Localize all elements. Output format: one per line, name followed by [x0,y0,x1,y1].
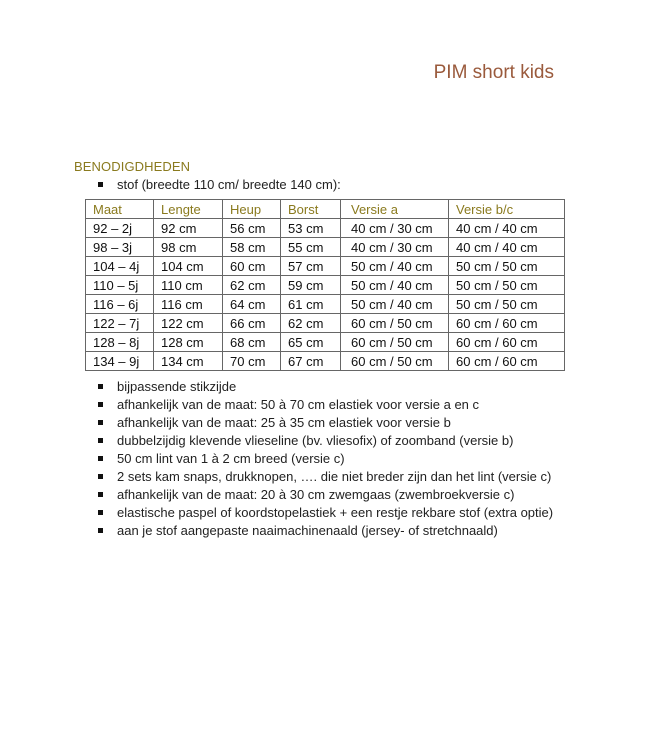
table-cell-versie-a: 50 cm / 40 cm [341,295,449,314]
table-cell-lengte: 122 cm [154,314,223,333]
supplies-list [98,378,553,540]
supply-label: elastische paspel of koordstopelastiek + een restje rekbare stof (extra optie) [117,505,554,520]
supply-label: bijpassende stikzijde [117,379,237,394]
bullet-icon [98,492,103,497]
table-cell-heup: 62 cm [223,276,281,295]
table-cell-borst: 67 cm [281,352,341,371]
supply-label: afhankelijk van de maat: 50 à 70 cm elastiek voor versie a en c [117,397,480,412]
supply-label: 50 cm lint van 1 à 2 cm breed (versie c) [117,451,345,466]
bullet-icon [98,528,103,533]
table-cell-lengte: 104 cm [154,257,223,276]
supply-label: dubbelzijdig klevende vlieseline (bv. vliesofix) of zoomband (versie b) [117,433,514,448]
table-cell-versie-a: 60 cm / 50 cm [341,352,449,371]
table-cell-borst: 61 cm [281,295,341,314]
bullet-icon [98,438,103,443]
bullet-icon [98,456,103,461]
list-item [98,432,553,450]
table-row [86,276,565,295]
table-row [86,257,565,276]
list-item [98,468,553,486]
table-row [86,333,565,352]
table-cell-versie-bc: 60 cm / 60 cm [449,333,565,352]
bullet-icon [98,182,103,187]
table-cell-versie-a: 40 cm / 30 cm [341,238,449,257]
fabric-label: stof (breedte 110 cm/ breedte 140 cm): [117,177,341,192]
list-item [98,396,553,414]
table-cell-versie-bc: 50 cm / 50 cm [449,295,565,314]
supply-label: afhankelijk van de maat: 20 à 30 cm zwemgaas (zwembroekversie c) [117,487,515,502]
bullet-icon [98,402,103,407]
table-cell-versie-bc: 40 cm / 40 cm [449,219,565,238]
list-item [98,522,553,540]
table-cell-versie-bc: 50 cm / 50 cm [449,257,565,276]
table-cell-heup: 66 cm [223,314,281,333]
table-cell-versie-a: 50 cm / 40 cm [341,276,449,295]
supply-label: 2 sets kam snaps, drukknopen, …. die niet breder zijn dan het lint (versie c) [117,469,552,484]
table-cell-heup: 60 cm [223,257,281,276]
table-cell-borst: 57 cm [281,257,341,276]
table-row [86,314,565,333]
table-cell-versie-a: 60 cm / 50 cm [341,333,449,352]
table-cell-versie-bc: 60 cm / 60 cm [449,314,565,333]
list-item [98,486,553,504]
table-row [86,238,565,257]
size-table [85,199,565,371]
column-header-versie-bc: Versie b/c [449,200,565,219]
table-cell-versie-a: 60 cm / 50 cm [341,314,449,333]
table-cell-borst: 53 cm [281,219,341,238]
table-header-row [86,200,565,219]
table-body [86,219,565,371]
table-cell-heup: 64 cm [223,295,281,314]
table-cell-lengte: 116 cm [154,295,223,314]
column-header-borst: Borst [281,200,341,219]
table-cell-borst: 65 cm [281,333,341,352]
bullet-icon [98,510,103,515]
list-item [98,504,553,522]
section-heading: BENODIGDHEDEN [74,159,191,174]
column-header-lengte: Lengte [154,200,223,219]
supply-label: aan je stof aangepaste naaimachinenaald (jersey- of stretchnaald) [117,523,498,538]
table-cell-maat: 110 – 5j [86,276,154,295]
table-cell-heup: 58 cm [223,238,281,257]
table-cell-heup: 68 cm [223,333,281,352]
table-row [86,219,565,238]
table-cell-lengte: 110 cm [154,276,223,295]
bullet-icon [98,420,103,425]
table-cell-versie-bc: 40 cm / 40 cm [449,238,565,257]
table-cell-maat: 92 – 2j [86,219,154,238]
table-cell-versie-a: 40 cm / 30 cm [341,219,449,238]
list-item [98,378,553,396]
table-cell-heup: 56 cm [223,219,281,238]
table-cell-heup: 70 cm [223,352,281,371]
bullet-icon [98,384,103,389]
table-cell-maat: 128 – 8j [86,333,154,352]
list-item [98,450,553,468]
supply-label: afhankelijk van de maat: 25 à 35 cm elastiek voor versie b [117,415,451,430]
table-cell-borst: 59 cm [281,276,341,295]
table-cell-borst: 55 cm [281,238,341,257]
table-cell-lengte: 92 cm [154,219,223,238]
table-cell-lengte: 98 cm [154,238,223,257]
table-cell-lengte: 134 cm [154,352,223,371]
bullet-icon [98,474,103,479]
page-title: PIM short kids [433,62,554,83]
table-cell-maat: 122 – 7j [86,314,154,333]
column-header-versie-a: Versie a [341,200,449,219]
fabric-list-item [98,177,341,192]
table-cell-borst: 62 cm [281,314,341,333]
column-header-maat: Maat [86,200,154,219]
table-row [86,295,565,314]
table-row [86,352,565,371]
table-cell-lengte: 128 cm [154,333,223,352]
table-cell-versie-a: 50 cm / 40 cm [341,257,449,276]
table-cell-versie-bc: 50 cm / 50 cm [449,276,565,295]
table-cell-maat: 104 – 4j [86,257,154,276]
table-cell-versie-bc: 60 cm / 60 cm [449,352,565,371]
table-cell-maat: 134 – 9j [86,352,154,371]
table-cell-maat: 98 – 3j [86,238,154,257]
table-cell-maat: 116 – 6j [86,295,154,314]
list-item [98,414,553,432]
column-header-heup: Heup [223,200,281,219]
